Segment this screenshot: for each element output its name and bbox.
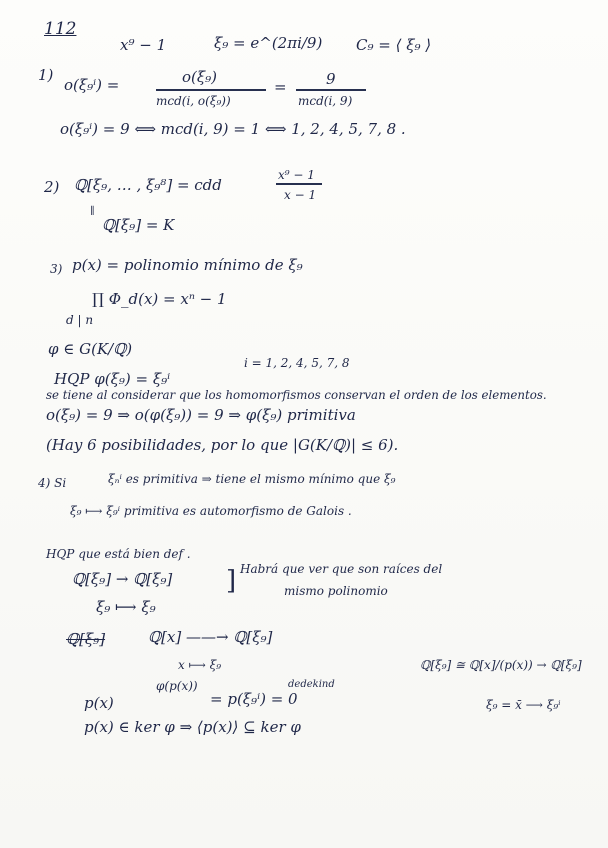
iso-map: ξ₉ = x̄ ⟶ ξ₉ⁱ	[486, 698, 561, 712]
order-line: o(ξ₉) = 9 ⇒ o(φ(ξ₉)) = 9 ⇒ φ(ξ₉) primitiva	[46, 406, 356, 424]
header-root: ξ₉ = e^(2πi/9)	[214, 34, 323, 52]
ker-line: p(x) ∈ ker φ ⇒ ⟨p(x)⟩ ⊆ ker φ	[84, 718, 301, 736]
item1-frac1-bar	[156, 89, 266, 91]
note-line2: mismo polinomio	[284, 584, 388, 598]
item1-eq: =	[274, 78, 287, 96]
item1-frac2-bar	[296, 89, 366, 91]
indices: i = 1, 2, 4, 5, 7, 8	[244, 356, 350, 370]
item2-frac-num: x⁹ − 1	[278, 168, 315, 182]
item3-product: ∏ Φ_d(x) = xⁿ − 1	[92, 290, 227, 308]
dedekind-note: dedekind	[288, 679, 335, 690]
item2-frac-den: x − 1	[284, 188, 317, 202]
map-top: ℚ[ξ₉] → ℚ[ξ₉]	[72, 570, 173, 588]
phi-px: φ(p(x))	[156, 679, 198, 693]
item1-frac1-num: o(ξ₉)	[182, 68, 218, 86]
item3-product-sub: d | n	[66, 313, 94, 327]
eval-struck: ℚ[ξ₉]	[66, 630, 106, 648]
header-polynomial: x⁹ − 1	[120, 36, 167, 54]
item1-frac1-den: mcd(i, o(ξ₉))	[156, 94, 231, 108]
eval-map-bottom: x ⟼ ξ₉	[178, 658, 222, 672]
page-number: 112	[44, 19, 77, 39]
item2-eqmark: ∥	[90, 206, 95, 217]
hay-possibilities: (Hay 6 posibilidades, por lo que |G(K/ℚ)| ≤ 6).	[46, 436, 399, 454]
px-label: p(x)	[84, 694, 114, 712]
homomorphism-sentence: se tiene al considerar que los homomorfismos conservan el orden de los elementos.	[46, 388, 547, 402]
item1-frac2-den: mcd(i, 9)	[298, 94, 353, 108]
hqp-well-defined: HQP que está bien def .	[46, 547, 191, 561]
item4-text: ξₙⁱ es primitiva ⇒ tiene el mismo mínimo que ξ₉	[108, 472, 396, 486]
item1-frac2-num: 9	[326, 70, 336, 88]
iso-line: ℚ[ξ₉] ≅ ℚ[x]/(p(x)) → ℚ[ξ₉]	[420, 658, 582, 672]
item2-field: ℚ[ξ₉, … , ξ₉⁸] = cdd	[74, 176, 222, 194]
item4-label: 4) Si	[38, 476, 67, 490]
item2-label: 2)	[44, 178, 60, 196]
item1-label: 1)	[38, 66, 54, 84]
item1-line2: o(ξ₉ⁱ) = 9 ⟺ mcd(i, 9) = 1 ⟺ 1, 2, 4, 5, 7, 8 .	[60, 120, 406, 138]
item2-frac-bar	[276, 183, 322, 185]
item2-field2: ℚ[ξ₉] = K	[102, 216, 175, 234]
item1-lhs: o(ξ₉ⁱ) =	[64, 76, 120, 94]
header-group: C₉ = ⟨ ξ₉ ⟩	[356, 36, 432, 54]
px-eq: = p(ξ₉ⁱ) = 0	[210, 690, 298, 708]
map-bottom: ξ₉ ⟼ ξ₉	[96, 598, 156, 616]
bracket: ]	[226, 566, 237, 596]
phi-membership: φ ∈ G(K/ℚ)	[48, 340, 133, 358]
note-line1: Habrá que ver que son raíces del	[240, 562, 443, 576]
hqp-phi: HQP φ(ξ₉) = ξ₉ⁱ	[54, 370, 171, 388]
eval-map-top: ℚ[x] ——→ ℚ[ξ₉]	[148, 628, 273, 646]
item3-label: 3)	[50, 262, 63, 276]
item4-map: ξ₉ ⟼ ξ₉ⁱ primitiva es automorfismo de Galois .	[70, 504, 352, 518]
item3-text: p(x) = polinomio mínimo de ξ₉	[72, 256, 303, 274]
